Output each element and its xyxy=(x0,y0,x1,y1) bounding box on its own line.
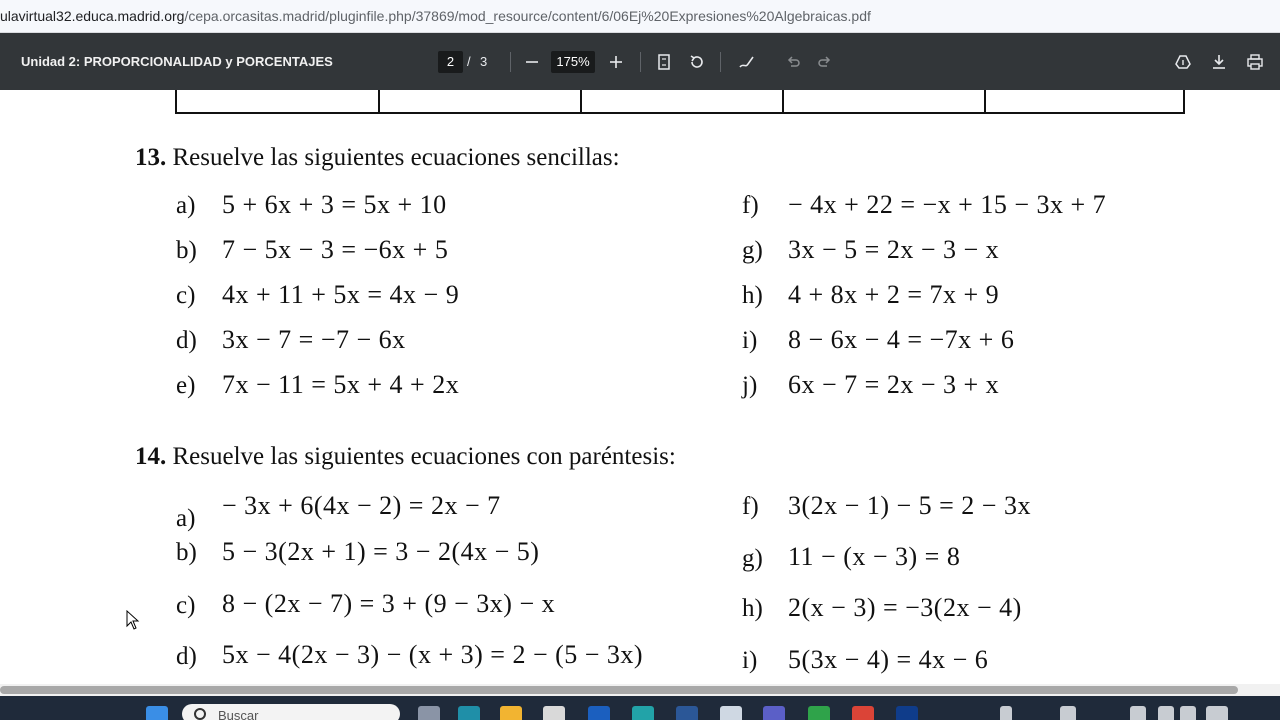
zoom-in-icon xyxy=(607,53,625,71)
edge-icon[interactable] xyxy=(632,706,654,720)
tray-chevron-icon[interactable] xyxy=(1000,706,1012,720)
draw-icon xyxy=(738,53,756,71)
equation: 8 − (2x − 7) = 3 + (9 − 3x) − x xyxy=(222,589,556,618)
page-number-input[interactable]: 2 xyxy=(438,51,463,73)
zoom-out-button[interactable] xyxy=(519,49,545,75)
exercise-label: b) xyxy=(176,237,197,264)
exercise-label: b) xyxy=(176,539,197,566)
equation: 2(x − 3) = −3(2x − 4) xyxy=(788,593,1022,622)
toolbar-divider xyxy=(640,52,641,72)
rotate-icon xyxy=(688,53,706,71)
equation: 5x − 4(2x − 3) − (x + 3) = 2 − (5 − 3x) xyxy=(222,640,644,669)
exercise-label: f) xyxy=(742,192,759,219)
equation: 4x + 11 + 5x = 4x − 9 xyxy=(222,280,460,309)
equation: 3x − 5 = 2x − 3 − x xyxy=(788,235,1000,264)
draw-button[interactable] xyxy=(734,49,760,75)
app-icon[interactable] xyxy=(808,706,830,720)
exercise-label: a) xyxy=(176,505,196,532)
zoom-input[interactable]: 175% xyxy=(551,51,595,73)
redo-button[interactable] xyxy=(812,49,838,75)
exercise-label: f) xyxy=(742,493,759,520)
url-path: /cepa.orcasitas.madrid/pluginfile.php/37869/mod_resource/content/6/06Ej%20Expresiones%20Algebraicas.pdf xyxy=(184,8,871,24)
zoom-in-button[interactable] xyxy=(603,49,629,75)
word-icon[interactable] xyxy=(676,706,698,720)
taskbar-search[interactable] xyxy=(182,704,400,720)
zoom-out-icon xyxy=(523,53,541,71)
url-text[interactable] xyxy=(0,8,871,24)
download-button[interactable] xyxy=(1206,49,1232,75)
exercise-label: c) xyxy=(176,282,196,309)
tray-icon[interactable] xyxy=(1060,706,1076,720)
wifi-icon[interactable] xyxy=(1158,706,1174,720)
exercise-label: h) xyxy=(742,282,763,309)
taskbar xyxy=(0,696,1280,720)
undo-icon xyxy=(784,53,802,71)
pdf-page xyxy=(0,90,1280,684)
question-13-heading xyxy=(135,144,620,172)
undo-button[interactable] xyxy=(780,49,806,75)
question-number: 14. xyxy=(135,443,167,470)
fit-page-icon xyxy=(655,53,673,71)
teams-icon[interactable] xyxy=(763,706,785,720)
app-icon[interactable] xyxy=(588,706,610,720)
equation: 5 + 6x + 3 = 5x + 10 xyxy=(222,190,447,219)
print-button[interactable] xyxy=(1242,49,1268,75)
exercise-label: d) xyxy=(176,643,197,670)
exercise-label: d) xyxy=(176,327,197,354)
equation: 7 − 5x − 3 = −6x + 5 xyxy=(222,235,449,264)
search-icon xyxy=(194,708,206,720)
table-column-divider xyxy=(378,90,380,112)
drive-icon xyxy=(1174,53,1192,71)
scrollbar-thumb[interactable] xyxy=(0,686,1238,694)
fit-page-button[interactable] xyxy=(651,49,677,75)
search-placeholder: Buscar xyxy=(218,708,259,720)
table-column-divider xyxy=(984,90,986,112)
equation: 4 + 8x + 2 = 7x + 9 xyxy=(788,280,1000,309)
store-icon[interactable] xyxy=(543,706,565,720)
equation: 5(3x − 4) = 4x − 6 xyxy=(788,645,989,674)
pdf-toolbar xyxy=(0,33,1280,90)
chrome-icon[interactable] xyxy=(852,706,874,720)
table-column-divider xyxy=(782,90,784,112)
equation: − 4x + 22 = −x + 15 − 3x + 7 xyxy=(788,190,1107,219)
exercise-label: h) xyxy=(742,595,763,622)
exercise-label: e) xyxy=(176,372,196,399)
volume-icon[interactable] xyxy=(1180,706,1196,720)
table-column-divider xyxy=(580,90,582,112)
horizontal-scrollbar[interactable] xyxy=(0,684,1280,696)
url-host: ulavirtual32.educa.madrid.org xyxy=(0,8,185,24)
redo-icon xyxy=(816,53,834,71)
outlook-icon[interactable] xyxy=(896,706,918,720)
equation: 11 − (x − 3) = 8 xyxy=(788,542,961,571)
exercise-label: a) xyxy=(176,192,196,219)
equation: 3(2x − 1) − 5 = 2 − 3x xyxy=(788,491,1031,520)
equation: 6x − 7 = 2x − 3 + x xyxy=(788,370,1000,399)
exercise-label: i) xyxy=(742,327,758,354)
address-bar[interactable] xyxy=(0,0,1280,33)
toolbar-divider xyxy=(720,52,721,72)
equation: 8 − 6x − 4 = −7x + 6 xyxy=(788,325,1015,354)
app-icon[interactable] xyxy=(720,706,742,720)
toolbar-divider xyxy=(510,52,511,72)
question-14-heading xyxy=(135,443,676,471)
file-explorer-icon[interactable] xyxy=(500,706,522,720)
pen-icon[interactable] xyxy=(1130,706,1146,720)
equation: 5 − 3(2x + 1) = 3 − 2(4x − 5) xyxy=(222,537,540,566)
task-view-icon[interactable] xyxy=(418,706,440,720)
page-separator: / xyxy=(467,54,471,69)
exercise-label: g) xyxy=(742,545,763,572)
equation: 7x − 11 = 5x + 4 + 2x xyxy=(222,370,460,399)
exercise-label: c) xyxy=(176,592,196,619)
download-icon xyxy=(1210,53,1228,71)
page-total: 3 xyxy=(480,54,488,69)
question-text: Resuelve las siguientes ecuaciones sencillas: xyxy=(172,144,620,171)
table-fragment xyxy=(175,90,1185,114)
exercise-label: i) xyxy=(742,647,758,674)
equation: 3x − 7 = −7 − 6x xyxy=(222,325,406,354)
mouse-cursor-icon xyxy=(126,610,140,630)
question-text: Resuelve las siguientes ecuaciones con paréntesis: xyxy=(172,443,676,470)
equation: − 3x + 6(4x − 2) = 2x − 7 xyxy=(222,491,501,520)
start-icon[interactable] xyxy=(146,706,168,720)
save-to-drive-button[interactable] xyxy=(1170,49,1196,75)
question-number: 13. xyxy=(135,144,167,171)
exercise-label: j) xyxy=(742,372,758,399)
battery-icon[interactable] xyxy=(1206,706,1228,720)
widgets-icon[interactable] xyxy=(458,706,480,720)
document-title: Unidad 2: PROPORCIONALIDAD y PORCENTAJES xyxy=(21,54,333,69)
exercise-label: g) xyxy=(742,237,763,264)
print-icon xyxy=(1246,53,1264,71)
rotate-button[interactable] xyxy=(684,49,710,75)
